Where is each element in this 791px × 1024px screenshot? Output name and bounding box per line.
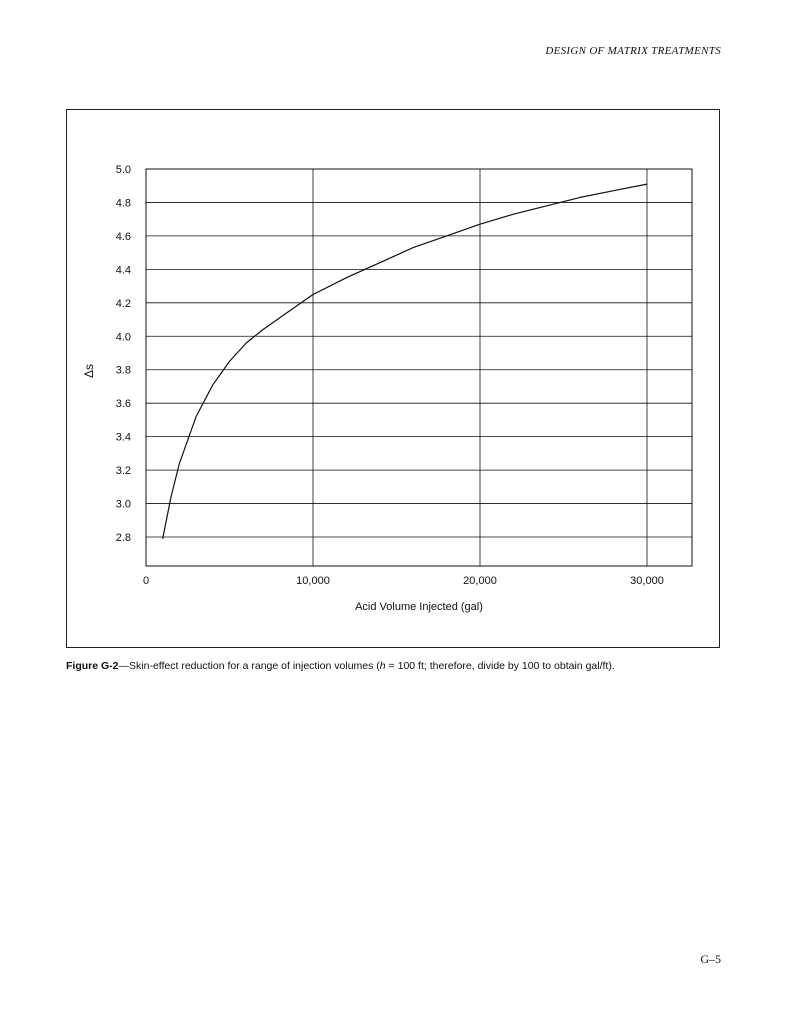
y-tick-label: 4.4 xyxy=(115,264,131,277)
y-tick-label: 4.8 xyxy=(115,197,131,210)
y-tick-label: 4.6 xyxy=(115,230,131,243)
y-tick-label: 3.4 xyxy=(115,431,131,444)
y-tick-label: 3.6 xyxy=(115,398,131,411)
caption-dash: — xyxy=(118,660,130,672)
y-tick-label: 4.2 xyxy=(115,297,131,310)
x-axis-label: Acid Volume Injected (gal) xyxy=(355,601,483,613)
x-tick-label: 30,000 xyxy=(630,575,664,587)
x-tick-label: 20,000 xyxy=(463,575,497,587)
y-tick-label: 3.8 xyxy=(115,364,131,377)
axis-layer xyxy=(116,164,692,587)
series-layer xyxy=(163,184,647,539)
caption-text-before: Skin-effect reduction for a range of injection volumes ( xyxy=(129,660,380,672)
page-number: G–5 xyxy=(700,952,721,966)
figure-frame xyxy=(66,109,720,648)
x-tick-label: 0 xyxy=(142,575,150,587)
running-head: DESIGN OF MATRIX TREATMENTS xyxy=(545,45,721,57)
chart xyxy=(67,110,721,649)
y-axis-label: Δs xyxy=(82,363,96,379)
y-tick-label: 3.2 xyxy=(115,465,131,478)
y-tick-label: 2.8 xyxy=(115,532,131,544)
x-tick-label: 10,000 xyxy=(296,575,330,587)
plot-frame xyxy=(146,169,692,566)
caption-h-symbol: h xyxy=(379,660,386,672)
grid-layer xyxy=(146,169,692,566)
caption-text-after: = 100 ft; therefore, divide by 100 to obtain gal/ft). xyxy=(385,660,615,672)
y-tick-label: 4.0 xyxy=(115,331,131,344)
figure-label: Figure G-2 xyxy=(66,660,119,672)
data-series-line xyxy=(163,184,647,539)
y-tick-label: 5.0 xyxy=(115,164,131,176)
y-tick-label: 3.0 xyxy=(115,498,131,511)
figure-caption xyxy=(66,660,726,672)
